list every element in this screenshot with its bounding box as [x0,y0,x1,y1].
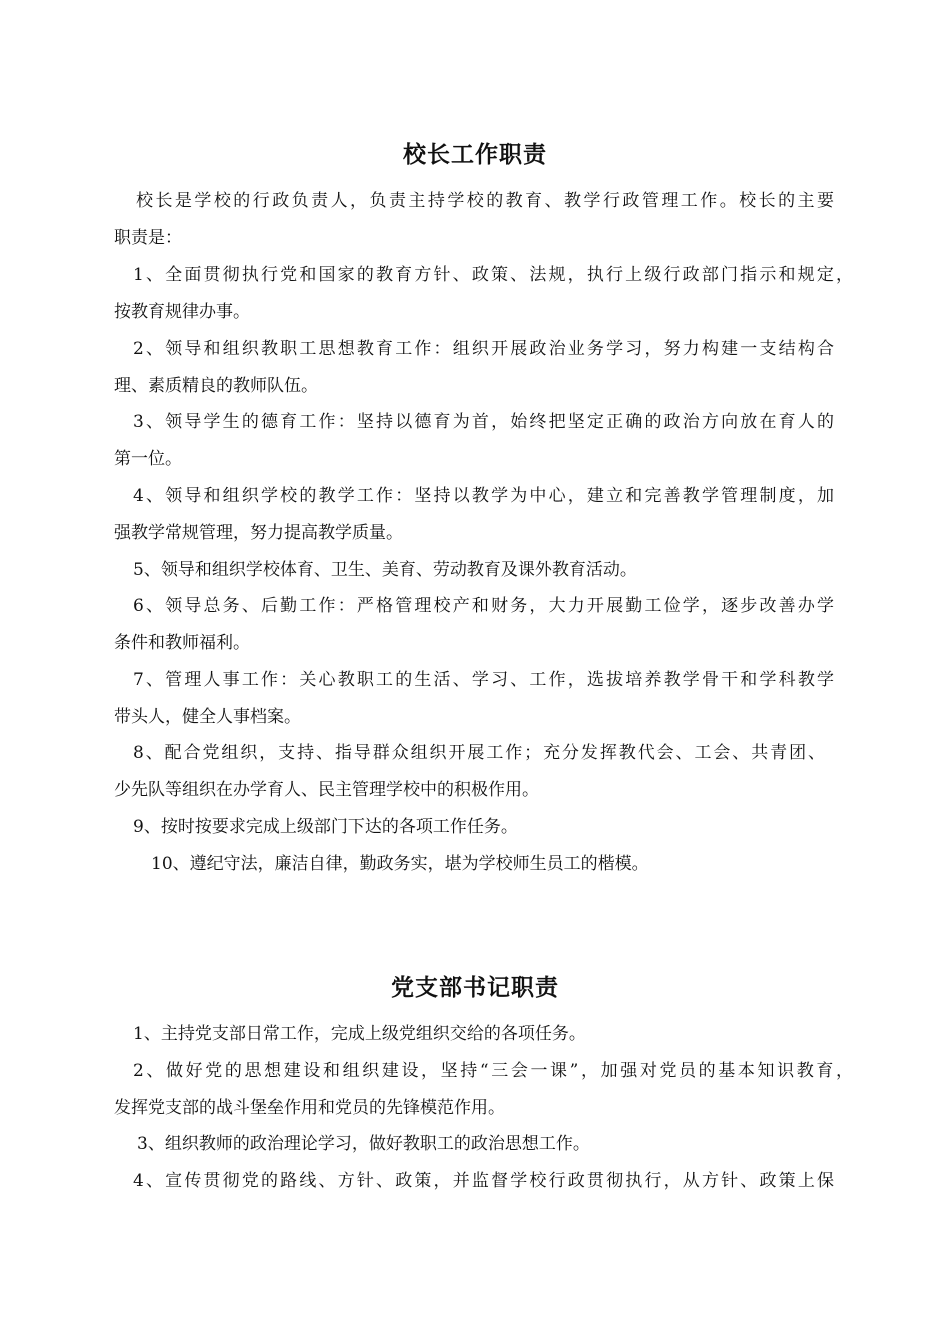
paragraph-line: 理、素质精良的教师队伍。 [114,376,318,396]
principal-duties-title: 校长工作职责 [403,142,547,168]
paragraph-line: 校长是学校的行政负责人，负责主持学校的教育、教学行政管理工作。校长的主要 [136,191,834,211]
paragraph-line: 6、领导总务、后勤工作：严格管理校产和财务，大力开展勤工俭学，逐步改善办学 [133,596,834,616]
paragraph-line: 3、领导学生的德育工作：坚持以德育为首，始终把坚定正确的政治方向放在育人的 [133,412,834,432]
paragraph-line: 5、领导和组织学校体育、卫生、美育、劳动教育及课外教育活动。 [133,560,637,580]
paragraph-line: 少先队等组织在办学育人、民主管理学校中的积极作用。 [114,780,539,800]
paragraph-line: 3、组织教师的政治理论学习，做好教职工的政治思想工作。 [137,1134,590,1154]
party-secretary-duties-title: 党支部书记职责 [391,975,559,1001]
paragraph-line: 2、领导和组织教职工思想教育工作：组织开展政治业务学习，努力构建一支结构合 [133,339,834,359]
paragraph-line: 1、全面贯彻执行党和国家的教育方针、政策、法规，执行上级行政部门指示和规定， [133,265,853,285]
paragraph-line: 条件和教师福利。 [114,633,250,653]
paragraph-line: 按教育规律办事。 [114,302,250,322]
paragraph-line: 发挥党支部的战斗堡垒作用和党员的先锋模范作用。 [114,1098,505,1118]
paragraph-line: 1、主持党支部日常工作，完成上级党组织交给的各项任务。 [133,1024,586,1044]
paragraph-line: 4、宣传贯彻党的路线、方针、政策，并监督学校行政贯彻执行，从方针、政策上保 [133,1171,834,1191]
paragraph-line: 4、领导和组织学校的教学工作：坚持以教学为中心，建立和完善教学管理制度，加 [133,486,834,506]
paragraph-line: 2、做好党的思想建设和组织建设，坚持“三会一课”，加强对党员的基本知识教育， [133,1061,853,1081]
paragraph-line: 10、遵纪守法，廉洁自律，勤政务实，堪为学校师生员工的楷模。 [151,854,649,874]
paragraph-line: 强教学常规管理，努力提高教学质量。 [114,523,403,543]
paragraph-line: 职责是： [114,228,182,248]
paragraph-line: 7、管理人事工作：关心教职工的生活、学习、工作，选拔培养教学骨干和学科教学 [133,670,834,690]
paragraph-line: 9、按时按要求完成上级部门下达的各项工作任务。 [133,817,518,837]
paragraph-line: 第一位。 [114,449,182,469]
paragraph-line: 带头人，健全人事档案。 [114,707,301,727]
paragraph-line: 8、配合党组织，支持、指导群众组织开展工作；充分发挥教代会、工会、共青团、 [133,743,825,763]
